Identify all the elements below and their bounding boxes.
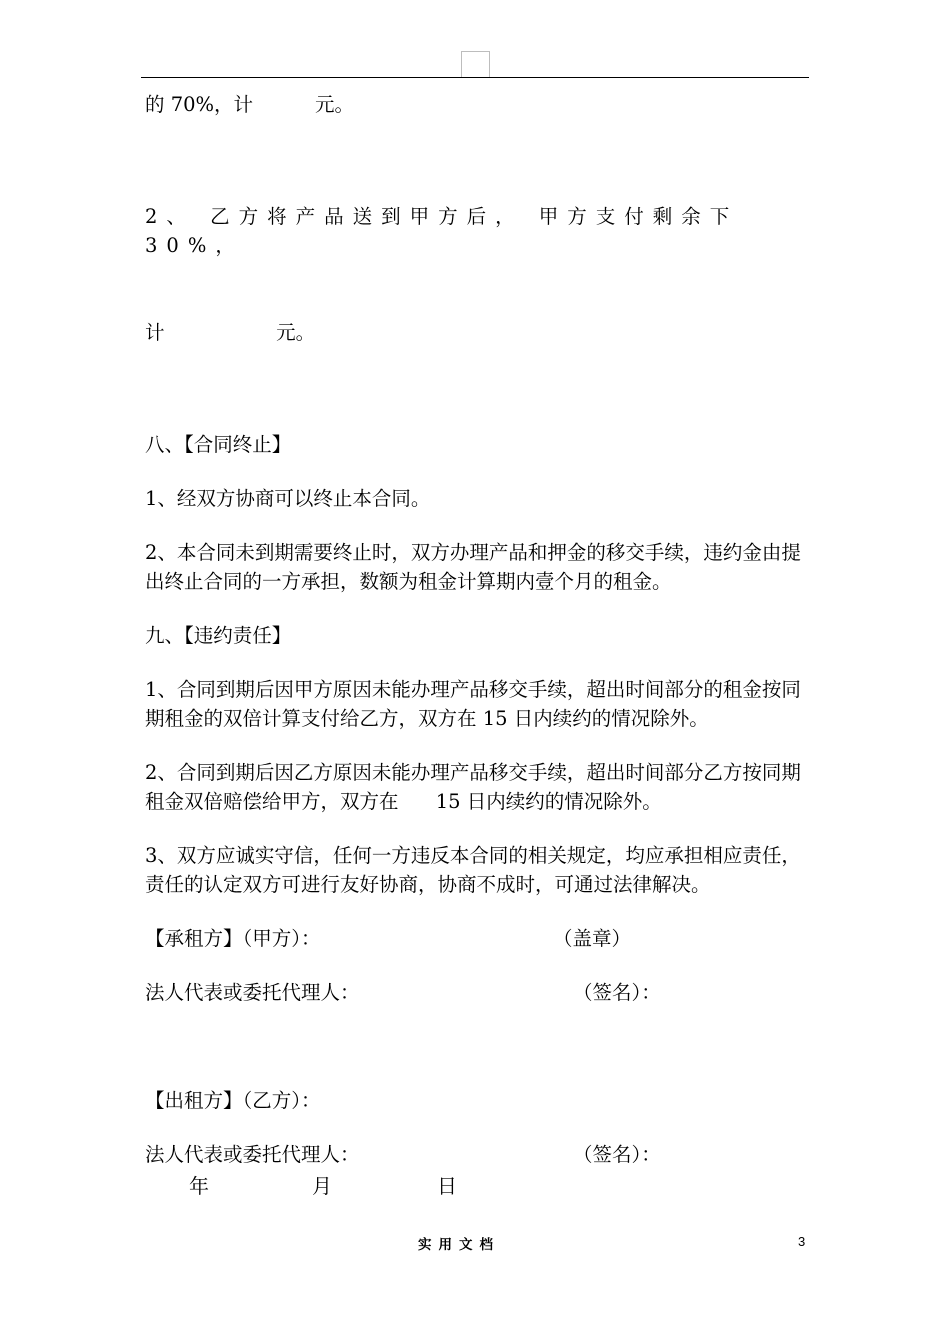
lessor-row bbox=[145, 1086, 815, 1115]
payment-clause-2 bbox=[145, 144, 815, 405]
payment-clause-1-end: 的 70%，计 元。 bbox=[145, 93, 355, 116]
section-8-heading: 八、【合同终止】 bbox=[145, 433, 292, 456]
lessor-rep-sign: （签名）： bbox=[573, 1143, 661, 1166]
payment-clause-2-line1: 2、 乙方将产品送到甲方后， 甲方支付剩余下 30%， bbox=[145, 205, 769, 257]
lessee-rep-sign: （签名）： bbox=[573, 981, 661, 1004]
lessee-rep-label: 法人代表或委托代理人： bbox=[145, 981, 360, 1004]
section-8-clause-2: 2、本合同未到期需要终止时，双方办理产品和押金的移交手续，违约金由提出终止合同的一方承担，数额为租金计算期内壹个月的租金。 bbox=[145, 541, 801, 593]
document-body bbox=[145, 90, 815, 1194]
lessor-rep-row bbox=[145, 1140, 815, 1169]
section-9-clause-1: 1、合同到期后因甲方原因未能办理产品移交手续，超出时间部分的租金按同期租金的双倍计算支付给乙方，双方在 15 日内续约的情况除外。 bbox=[145, 678, 801, 730]
section-9-clause-3: 3、双方应诚实守信，任何一方违反本合同的相关规定，均应承担相应责任，责任的认定双方可进行友好协商，协商不成时，可通过法律解决。 bbox=[145, 844, 801, 896]
date-year: 年 bbox=[189, 1174, 209, 1198]
section-9-clause-2: 2、合同到期后因乙方原因未能办理产品移交手续，超出时间部分乙方按同期租金双倍赔偿给甲方，双方在 15 日内续约的情况除外。 bbox=[145, 761, 801, 813]
header-rule bbox=[141, 77, 809, 78]
date-day: 日 bbox=[437, 1174, 457, 1198]
payment-clause-2-line2: 计 元。 bbox=[145, 321, 316, 344]
section-8-clause-1: 1、经双方协商可以终止本合同。 bbox=[145, 487, 431, 510]
footer-title: 实用文档 bbox=[418, 1237, 500, 1253]
date-month: 月 bbox=[312, 1174, 332, 1198]
header-page-box bbox=[461, 51, 490, 78]
page-number: 3 bbox=[798, 1234, 806, 1249]
lessor-rep-label: 法人代表或委托代理人： bbox=[145, 1143, 360, 1166]
lessee-rep-row bbox=[145, 978, 815, 1007]
lessee-seal: （盖章） bbox=[553, 927, 632, 950]
lessee-row bbox=[145, 924, 815, 953]
lessee-label: 【承租方】（甲方）： bbox=[145, 927, 321, 950]
lessor-label: 【出租方】（乙方）： bbox=[145, 1089, 321, 1112]
section-9-heading: 九、【违约责任】 bbox=[145, 624, 292, 647]
date-row bbox=[0, 1170, 950, 1200]
